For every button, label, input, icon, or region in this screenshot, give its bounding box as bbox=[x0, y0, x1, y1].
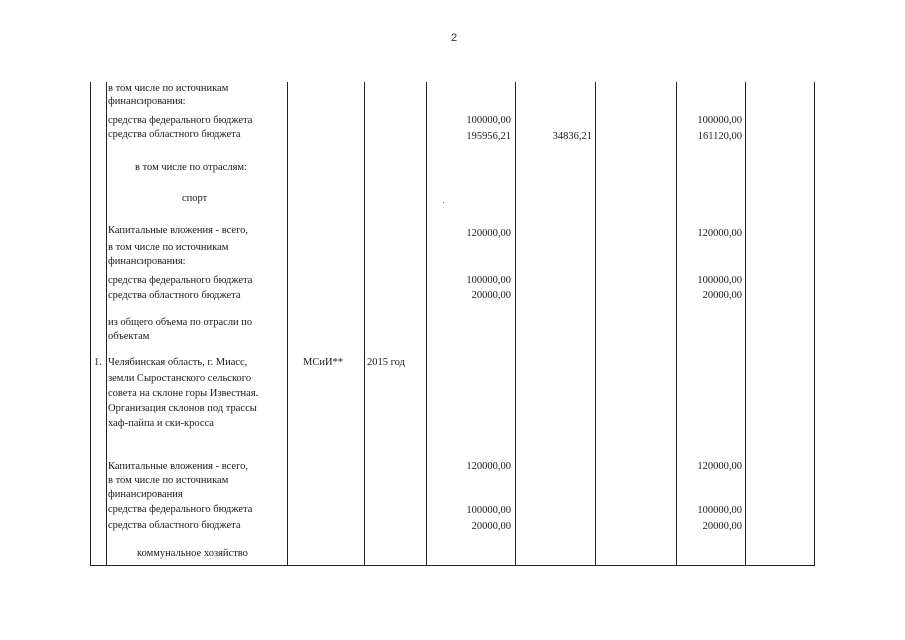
object1-federal-col3: 100000,00 bbox=[697, 505, 742, 516]
object1-desc-line3: совета на склоне горы Известная. bbox=[108, 388, 259, 399]
column-divider-col3 bbox=[676, 82, 677, 566]
object1-capital-total: 120000,00 bbox=[466, 461, 511, 472]
sport-sector-label: спорт bbox=[182, 193, 208, 204]
object1-sources-line2: финансирования bbox=[108, 489, 183, 500]
column-divider-col4 bbox=[745, 82, 746, 566]
intro-federal-total: 100000,00 bbox=[466, 115, 511, 126]
sport-federal-label: средства федерального бюджета bbox=[108, 275, 253, 286]
sport-capital-total: 120000,00 bbox=[466, 228, 511, 239]
intro-regional-col2: 34836,21 bbox=[552, 131, 592, 142]
sport-capital-label: Капитальные вложения - всего, bbox=[108, 225, 248, 236]
object1-capital-col3: 120000,00 bbox=[697, 461, 742, 472]
table-border-bottom bbox=[90, 565, 815, 566]
objects-line2: объектам bbox=[108, 331, 150, 342]
intro-sources-line1: в том числе по источникам bbox=[108, 83, 229, 94]
intro-federal-label: средства федерального бюджета bbox=[108, 115, 253, 126]
object1-federal-label: средства федерального бюджета bbox=[108, 504, 253, 515]
intro-regional-total: 195956,21 bbox=[466, 131, 511, 142]
column-divider-total bbox=[515, 82, 516, 566]
by-sector-label: в том числе по отраслям: bbox=[135, 162, 247, 173]
table-border-right bbox=[814, 82, 815, 566]
column-divider-num bbox=[106, 82, 107, 566]
object1-capital-label: Капитальные вложения - всего, bbox=[108, 461, 248, 472]
object1-desc-line1: Челябинская область, г. Миасс, bbox=[108, 357, 248, 368]
page-number: 2 bbox=[450, 32, 458, 44]
sport-capital-col3: 120000,00 bbox=[697, 228, 742, 239]
budget-table bbox=[90, 82, 815, 566]
objects-line1: из общего объема по отрасли по bbox=[108, 317, 253, 328]
object1-customer: МСиИ** bbox=[303, 357, 344, 368]
communal-sector-label: коммунальное хозяйство bbox=[137, 548, 248, 559]
object1-year: 2015 год bbox=[367, 357, 405, 368]
column-divider-customer bbox=[364, 82, 365, 566]
sport-regional-total: 20000,00 bbox=[471, 290, 511, 301]
sport-federal-total: 100000,00 bbox=[466, 275, 511, 286]
object1-federal-total: 100000,00 bbox=[466, 505, 511, 516]
intro-federal-col3: 100000,00 bbox=[697, 115, 742, 126]
object1-desc-line4: Организация склонов под трассы bbox=[108, 403, 257, 414]
column-divider-name bbox=[287, 82, 288, 566]
column-divider-col2 bbox=[595, 82, 596, 566]
sport-sources-line1: в том числе по источникам bbox=[108, 242, 229, 253]
object1-regional-col3: 20000,00 bbox=[702, 521, 742, 532]
object1-sources-line1: в том числе по источникам bbox=[108, 475, 229, 486]
sport-regional-label: средства областного бюджета bbox=[108, 290, 241, 301]
column-divider-period bbox=[426, 82, 427, 566]
intro-regional-label: средства областного бюджета bbox=[108, 129, 241, 140]
sport-federal-col3: 100000,00 bbox=[697, 275, 742, 286]
object1-regional-label: средства областного бюджета bbox=[108, 520, 241, 531]
intro-regional-col3: 161120,00 bbox=[697, 131, 742, 142]
object1-desc-line5: хаф-пайпа и ски-кросса bbox=[108, 418, 214, 429]
sport-sources-line2: финансирования: bbox=[108, 256, 186, 267]
object1-desc-line2: земли Сыростанского сельского bbox=[108, 373, 252, 384]
sport-regional-col3: 20000,00 bbox=[702, 290, 742, 301]
object1-number: 1. bbox=[94, 357, 102, 368]
table-border-left bbox=[90, 82, 91, 566]
intro-sources-line2: финансирования: bbox=[108, 96, 186, 107]
scan-speck bbox=[443, 202, 444, 203]
object1-regional-total: 20000,00 bbox=[471, 521, 511, 532]
